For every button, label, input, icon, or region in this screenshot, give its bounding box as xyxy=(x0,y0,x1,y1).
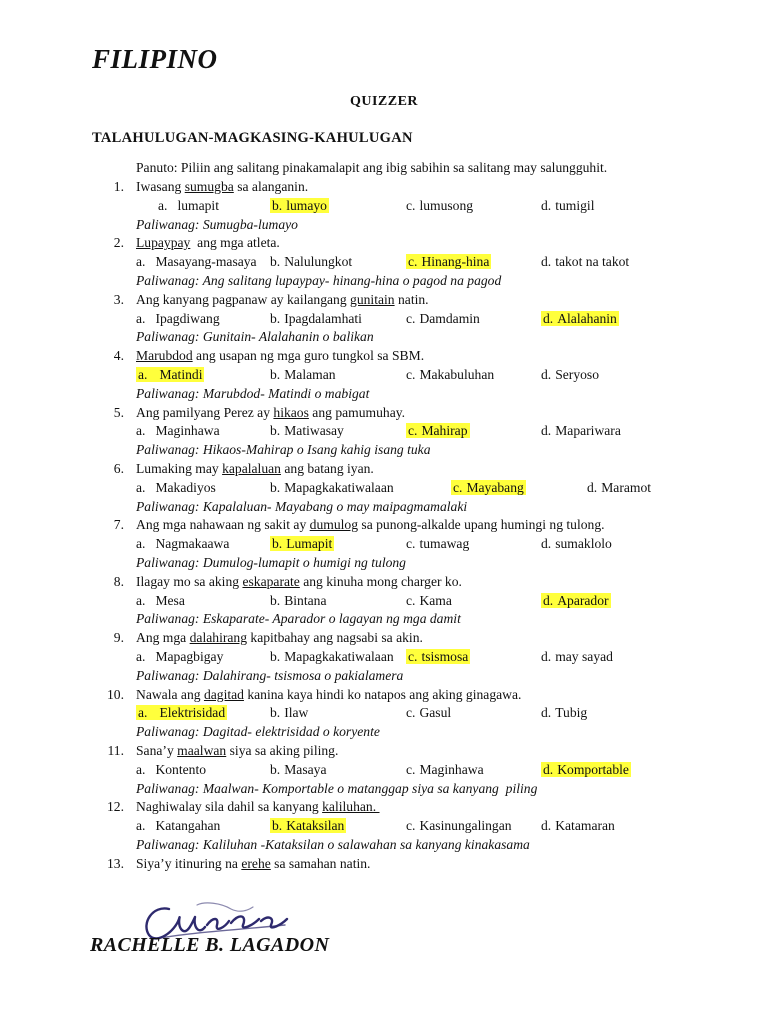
option-text: Nalulungkot xyxy=(284,254,353,270)
question-item xyxy=(0,855,768,874)
option-text: Matiwasay xyxy=(284,423,344,439)
explanation-text: Paliwanag: Marubdod- Matindi o mabigat xyxy=(136,385,370,401)
option-letter: b. xyxy=(272,818,283,834)
question-text: Siya’y itinuring na xyxy=(136,855,242,871)
option-text: lumusong xyxy=(419,197,474,213)
option-body xyxy=(136,818,220,833)
option-body xyxy=(406,818,512,833)
question-text: sa punong-alkalde upang humingi ng tulong. xyxy=(358,517,605,533)
question-text: kapitbahay ang nagsabi sa akin. xyxy=(247,630,423,646)
option-body xyxy=(136,311,220,326)
option-body xyxy=(136,480,216,495)
correct-answer-highlight xyxy=(406,423,470,438)
option-letter: a. xyxy=(158,197,168,213)
option-letter: c. xyxy=(406,310,416,326)
option-body xyxy=(136,254,257,269)
question-number: 2. xyxy=(113,235,124,251)
option-text: tumigil xyxy=(555,197,595,213)
options-row xyxy=(0,197,768,216)
question-text: Iwasang xyxy=(136,179,185,194)
option-letter: b. xyxy=(270,648,281,664)
question-text: Lumaking may xyxy=(136,460,223,476)
options-row xyxy=(0,817,768,836)
option-c[interactable] xyxy=(406,704,451,723)
option-body xyxy=(270,254,352,269)
option-body xyxy=(158,198,219,213)
options-row xyxy=(0,704,768,723)
option-body xyxy=(270,762,326,777)
option-b[interactable] xyxy=(270,648,394,667)
option-b[interactable] xyxy=(270,197,329,216)
question-item xyxy=(0,178,768,197)
question-text: ang usapan ng mga guro tungkol sa SBM. xyxy=(192,348,425,364)
option-letter: a. xyxy=(136,254,146,270)
option-letter: d. xyxy=(541,423,552,439)
option-d[interactable] xyxy=(587,479,651,498)
underlined-word: dalahirang xyxy=(189,630,247,646)
instruction-text: Panuto: Piliin ang salitang pinakamalapit ang ibig sabihin sa salitang may salungguhit. xyxy=(136,160,608,175)
question-text: sa alanganin. xyxy=(233,179,309,194)
option-letter: a. xyxy=(136,592,146,608)
option-letter: d. xyxy=(543,310,554,326)
option-text: Aparador xyxy=(557,592,609,608)
explanation-text: Paliwanag: Ang salitang lupaypay- hinang-hina o pagod na pagod xyxy=(136,272,502,288)
option-c[interactable] xyxy=(406,310,480,329)
question-item xyxy=(0,291,768,310)
option-text: Mapagkakatiwalaan xyxy=(284,648,394,664)
correct-answer-highlight xyxy=(136,367,204,382)
option-d[interactable] xyxy=(541,761,631,780)
option-b[interactable] xyxy=(270,535,334,554)
option-text: Kataksilan xyxy=(286,818,345,834)
option-a[interactable] xyxy=(136,253,257,272)
option-c[interactable] xyxy=(406,648,470,667)
question-number: 1. xyxy=(113,179,124,194)
explanation-text: Paliwanag: Hikaos-Mahirap o Isang kahig isang tuka xyxy=(136,442,431,458)
question-number: 12. xyxy=(107,799,124,815)
option-letter: d. xyxy=(587,479,598,495)
option-c[interactable] xyxy=(406,817,512,836)
question-list xyxy=(0,178,768,873)
option-letter: b. xyxy=(270,705,281,721)
option-b[interactable] xyxy=(270,761,326,780)
option-text: Nagmakaawa xyxy=(155,536,230,552)
option-text: Hinang-hina xyxy=(421,254,490,270)
question-text: natin. xyxy=(394,291,429,307)
question-text: ang batang iyan. xyxy=(280,460,374,476)
option-letter: a. xyxy=(136,818,146,834)
option-text: Matindi xyxy=(159,366,203,382)
option-text: Maginhawa xyxy=(155,423,220,439)
option-body xyxy=(541,254,629,269)
option-letter: d. xyxy=(541,705,552,721)
question-text: Nawala ang xyxy=(136,686,204,702)
option-text: Mahirap xyxy=(421,423,468,439)
option-body xyxy=(270,423,344,438)
option-text: Damdamin xyxy=(419,310,480,326)
question-text: sa samahan natin. xyxy=(270,855,371,871)
question-text: ang kinuha mong charger ko. xyxy=(299,573,462,589)
question-number: 3. xyxy=(113,291,124,307)
option-b[interactable] xyxy=(270,253,352,272)
options-row xyxy=(0,648,768,667)
option-letter: b. xyxy=(272,536,283,552)
underlined-word: sumugba xyxy=(184,179,234,194)
underlined-word: maalwan xyxy=(177,742,227,758)
option-a[interactable] xyxy=(136,761,206,780)
options-row xyxy=(0,253,768,272)
question-item xyxy=(0,742,768,761)
option-a[interactable] xyxy=(136,310,220,329)
question-text: Ang kanyang pagpanaw ay kailangang xyxy=(136,291,351,307)
option-letter: a. xyxy=(138,705,148,721)
quizzer-heading: QUIZZER xyxy=(349,94,419,109)
option-letter: d. xyxy=(541,197,552,213)
option-body xyxy=(541,367,599,382)
question-item xyxy=(0,404,768,423)
option-a[interactable] xyxy=(136,648,223,667)
question-item xyxy=(0,573,768,592)
correct-answer-highlight xyxy=(136,705,227,720)
option-text: Gasul xyxy=(419,705,452,721)
option-letter: d. xyxy=(541,366,552,382)
option-text: Seryoso xyxy=(555,366,600,382)
underlined-word: eskaparate xyxy=(242,573,300,589)
question-item xyxy=(0,516,768,535)
question-text: Ang mga xyxy=(136,630,190,646)
underlined-word: kaliluhan. xyxy=(322,799,380,815)
option-letter: c. xyxy=(406,592,416,608)
option-text: sumaklolo xyxy=(555,536,612,552)
question-item xyxy=(0,347,768,366)
option-body xyxy=(270,649,394,664)
explanation-text: Paliwanag: Dagitad- elektrisidad o koryente xyxy=(136,724,380,740)
option-text: Mapagbigay xyxy=(155,648,224,664)
option-body xyxy=(270,311,362,326)
option-text: Tubig xyxy=(555,705,588,721)
explanation-text: Paliwanag: Maalwan- Komportable o matanggap siya sa kanyang piling xyxy=(136,780,538,796)
question-number: 5. xyxy=(113,404,124,420)
question-number: 6. xyxy=(113,460,124,476)
option-d[interactable] xyxy=(541,535,612,554)
option-letter: c. xyxy=(408,423,418,439)
option-letter: b. xyxy=(270,366,281,382)
option-letter: d. xyxy=(543,592,554,608)
option-letter: c. xyxy=(406,705,416,721)
explanation-text: Paliwanag: Sumugba-lumayo xyxy=(136,216,298,232)
option-text: Alalahanin xyxy=(557,310,617,326)
author-name: RACHELLE B. LAGADON xyxy=(90,934,330,956)
option-c[interactable] xyxy=(406,761,484,780)
option-text: lumapit xyxy=(177,197,219,213)
option-text: Masaya xyxy=(284,761,327,777)
option-d[interactable] xyxy=(541,704,587,723)
option-letter: b. xyxy=(270,310,281,326)
option-text: lumayo xyxy=(286,197,327,213)
correct-answer-highlight xyxy=(270,198,329,213)
option-body xyxy=(406,311,480,326)
option-letter: d. xyxy=(541,648,552,664)
option-a[interactable] xyxy=(136,479,216,498)
underlined-word: gunitain xyxy=(350,291,395,307)
option-letter: b. xyxy=(270,423,281,439)
option-text: tumawag xyxy=(419,536,470,552)
question-text: Ang pamilyang Perez ay xyxy=(136,404,274,420)
subject-title: FILIPINO xyxy=(92,44,218,74)
options-row xyxy=(0,535,768,554)
question-item xyxy=(0,460,768,479)
option-letter: a. xyxy=(136,761,146,777)
options-row xyxy=(0,310,768,329)
option-letter: a. xyxy=(138,366,148,382)
explanation-text: Paliwanag: Kaliluhan -Kataksilan o salawahan sa kanyang kinakasama xyxy=(136,836,530,852)
option-letter: b. xyxy=(270,592,281,608)
option-a[interactable] xyxy=(136,422,220,441)
option-text: may sayad xyxy=(555,648,613,664)
underlined-word: hikaos xyxy=(273,404,309,420)
option-body xyxy=(541,536,612,551)
explanation-text: Paliwanag: Gunitain- Alalahanin o balikan xyxy=(136,329,374,345)
option-c[interactable] xyxy=(451,479,526,498)
question-text: siya sa aking piling. xyxy=(226,742,339,758)
correct-answer-highlight xyxy=(451,480,526,495)
option-body xyxy=(270,705,308,720)
option-d[interactable] xyxy=(541,197,594,216)
option-d[interactable] xyxy=(541,817,615,836)
option-text: Makabuluhan xyxy=(419,366,495,382)
underlined-word: dagitad xyxy=(203,686,244,702)
option-letter: a. xyxy=(136,310,146,326)
correct-answer-highlight xyxy=(541,762,631,777)
option-letter: c. xyxy=(406,818,416,834)
option-text: Kama xyxy=(419,592,452,608)
option-d[interactable] xyxy=(541,366,599,385)
option-body xyxy=(270,367,336,382)
option-text: Masayang-masaya xyxy=(155,254,257,270)
options-row xyxy=(0,592,768,611)
question-number: 10. xyxy=(107,686,124,702)
explanation-text: Paliwanag: Eskaparate- Aparador o lagayan ng mga damit xyxy=(136,611,461,627)
quiz-content xyxy=(0,159,768,873)
option-b[interactable] xyxy=(270,592,327,611)
option-letter: a. xyxy=(136,536,146,552)
option-letter: c. xyxy=(453,479,463,495)
option-body xyxy=(406,593,452,608)
option-body xyxy=(406,367,494,382)
correct-answer-highlight xyxy=(270,536,334,551)
option-text: Kontento xyxy=(155,761,207,777)
underlined-word: dumulog xyxy=(309,517,358,533)
option-letter: c. xyxy=(408,254,418,270)
option-letter: b. xyxy=(270,761,281,777)
underlined-word: kapalaluan xyxy=(222,460,281,476)
topic-heading: TALAHULUGAN-MAGKASING-KAHULUGAN xyxy=(92,130,413,146)
question-number: 9. xyxy=(113,630,124,646)
correct-answer-highlight xyxy=(270,818,346,833)
option-c[interactable] xyxy=(406,197,473,216)
option-text: Maramot xyxy=(601,479,652,495)
question-number: 13. xyxy=(107,855,124,871)
options-row xyxy=(0,422,768,441)
option-d[interactable] xyxy=(541,592,611,611)
option-letter: a. xyxy=(136,423,146,439)
option-body xyxy=(406,198,473,213)
option-text: Katangahan xyxy=(155,818,221,834)
option-b[interactable] xyxy=(270,479,394,498)
option-letter: c. xyxy=(406,366,416,382)
option-text: Malaman xyxy=(284,366,336,382)
explanation-text: Paliwanag: Dumulog-lumapit o humigi ng tulong xyxy=(136,554,406,570)
option-letter: a. xyxy=(136,648,146,664)
option-a[interactable] xyxy=(136,535,229,554)
option-text: Mapagkakatiwalaan xyxy=(284,479,394,495)
explanation-text: Paliwanag: Kapalaluan- Mayabang o may maipagmamalaki xyxy=(136,498,468,514)
option-letter: d. xyxy=(541,818,552,834)
option-text: Kasinungalingan xyxy=(419,818,512,834)
option-text: Elektrisidad xyxy=(159,705,226,721)
option-c[interactable] xyxy=(406,592,452,611)
option-letter: d. xyxy=(541,254,552,270)
question-number: 7. xyxy=(113,517,124,533)
option-text: Ipagdiwang xyxy=(155,310,220,326)
option-b[interactable] xyxy=(270,310,362,329)
option-body xyxy=(136,649,223,664)
option-body xyxy=(136,536,229,551)
question-item xyxy=(0,798,768,817)
option-text: Ipagdalamhati xyxy=(284,310,362,326)
question-text: ang pamumuhay. xyxy=(308,404,406,420)
option-c[interactable] xyxy=(406,253,491,272)
option-b[interactable] xyxy=(270,704,308,723)
option-letter: d. xyxy=(543,761,554,777)
option-c[interactable] xyxy=(406,535,469,554)
option-letter: c. xyxy=(406,761,416,777)
correct-answer-highlight xyxy=(541,593,611,608)
option-letter: b. xyxy=(272,197,283,213)
question-text: Sana’y xyxy=(136,742,178,758)
question-number: 11. xyxy=(107,742,124,758)
correct-answer-highlight xyxy=(541,311,619,326)
option-body xyxy=(541,198,594,213)
option-text: Lumapit xyxy=(286,536,333,552)
options-row xyxy=(0,761,768,780)
option-text: Komportable xyxy=(557,761,629,777)
option-body xyxy=(541,705,587,720)
underlined-word: erehe xyxy=(241,855,271,871)
option-a[interactable] xyxy=(136,817,220,836)
option-d[interactable] xyxy=(541,422,621,441)
option-letter: c. xyxy=(406,197,416,213)
option-d[interactable] xyxy=(541,648,613,667)
option-text: takot na takot xyxy=(555,254,630,270)
option-text: Ilaw xyxy=(284,705,309,721)
underlined-word: Marubdod xyxy=(136,348,193,364)
option-a[interactable] xyxy=(136,592,185,611)
option-body xyxy=(406,705,451,720)
question-item xyxy=(0,234,768,253)
option-text: Makadiyos xyxy=(155,479,216,495)
explanation-text: Paliwanag: Dalahirang- tsismosa o pakialamera xyxy=(136,667,404,683)
question-number: 4. xyxy=(113,348,124,364)
correct-answer-highlight xyxy=(406,254,491,269)
question-text: Ang mga nahawaan ng sakit ay xyxy=(136,517,310,533)
option-body xyxy=(406,536,469,551)
option-c[interactable] xyxy=(406,422,470,441)
option-body xyxy=(136,762,206,777)
option-b[interactable] xyxy=(270,366,336,385)
option-body xyxy=(270,593,327,608)
option-body xyxy=(406,762,484,777)
option-body xyxy=(541,423,621,438)
option-body xyxy=(587,480,651,495)
underlined-word: Lupaypay xyxy=(136,235,191,251)
option-text: Bintana xyxy=(284,592,327,608)
option-letter: b. xyxy=(270,479,281,495)
question-number: 8. xyxy=(113,573,124,589)
option-a[interactable] xyxy=(136,366,204,385)
option-b[interactable] xyxy=(270,817,346,836)
option-text: Maginhawa xyxy=(419,761,484,777)
option-body xyxy=(541,649,613,664)
option-body xyxy=(270,480,394,495)
option-text: Mapariwara xyxy=(555,423,621,439)
option-body xyxy=(541,818,615,833)
option-d[interactable] xyxy=(541,310,619,329)
question-item xyxy=(0,629,768,648)
option-body xyxy=(136,423,220,438)
question-text: Ilagay mo sa aking xyxy=(136,573,243,589)
option-letter: c. xyxy=(406,536,416,552)
option-a[interactable] xyxy=(158,197,219,216)
options-row xyxy=(0,366,768,385)
option-letter: c. xyxy=(408,648,418,664)
option-b[interactable] xyxy=(270,422,344,441)
question-item xyxy=(0,686,768,705)
option-text: tsismosa xyxy=(421,648,469,664)
option-a[interactable] xyxy=(136,704,227,723)
option-letter: a. xyxy=(136,479,146,495)
question-text: Naghiwalay sila dahil sa kanyang xyxy=(136,799,323,815)
option-letter: d. xyxy=(541,536,552,552)
question-text: kanina kaya hindi ko natapos ang aking ginagawa. xyxy=(243,686,522,702)
option-text: Katamaran xyxy=(555,818,615,834)
option-text: Mesa xyxy=(155,592,185,608)
correct-answer-highlight xyxy=(406,649,470,664)
option-body xyxy=(136,593,185,608)
option-letter: b. xyxy=(270,254,281,270)
question-text: ang mga atleta. xyxy=(190,235,280,251)
option-text: Mayabang xyxy=(466,479,524,495)
option-d[interactable] xyxy=(541,253,629,272)
options-row xyxy=(0,479,768,498)
option-c[interactable] xyxy=(406,366,494,385)
